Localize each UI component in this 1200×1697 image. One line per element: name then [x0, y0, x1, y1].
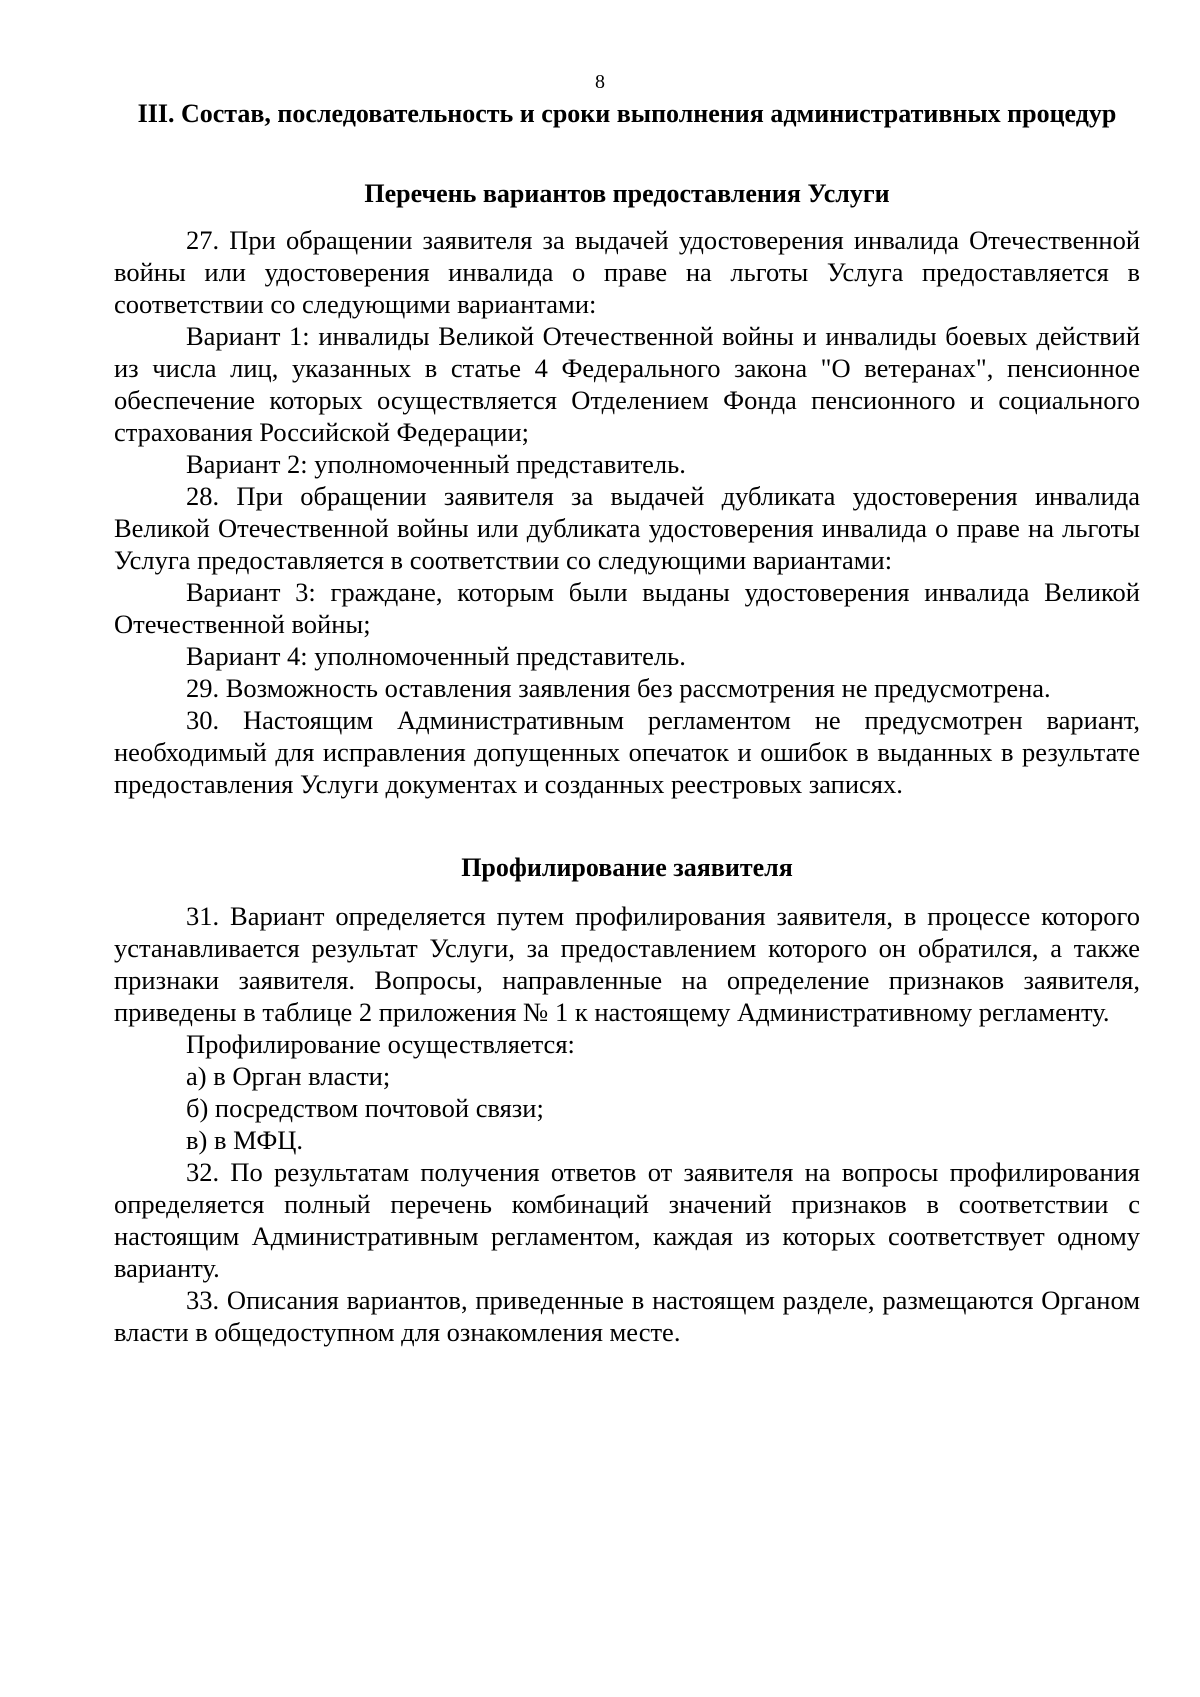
list-item: б) посредством почтовой связи;: [186, 1093, 544, 1123]
list-item: а) в Орган власти;: [186, 1061, 391, 1091]
paragraph: 27. При обращении заявителя за выдачей удостоверения инвалида Отечественной войны или удостоверения инвалида о праве на льготы Услуга предоставляется в соответствии со следующими вариантами:: [114, 225, 1140, 319]
paragraph: 29. Возможность оставления заявления без рассмотрения не предусмотрена.: [186, 673, 1051, 703]
paragraph: 33. Описания вариантов, приведенные в настоящем разделе, размещаются Органом власти в общедоступном для ознакомления месте.: [114, 1285, 1140, 1347]
document-body: [114, 98, 1140, 1348]
paragraph: 32. По результатам получения ответов от заявителя на вопросы профилирования определяется полный перечень комбинаций значений признаков в соответствии с настоящим Административным регламентом, каждая из которых соответствует одному варианту.: [114, 1157, 1140, 1283]
paragraph: Вариант 2: уполномоченный представитель.: [186, 449, 686, 479]
chapter-title: III. Состав, последовательность и сроки выполнения административных процедур: [137, 99, 1117, 128]
list-item: в) в МФЦ.: [186, 1125, 304, 1155]
section-variants: [114, 224, 1140, 800]
section-title-profiling: Профилирование заявителя: [461, 853, 793, 882]
paragraph: Вариант 1: инвалиды Великой Отечественной войны и инвалиды боевых действий из числа лиц, указанных в статье 4 Федерального закона "О ветеранах", пенсионное обеспечение которых осуществляется Отделением Фонда пенсионного и социального страхования Российской Федерации;: [114, 321, 1140, 447]
paragraph: Вариант 3: граждане, которым были выданы удостоверения инвалида Великой Отечественной войны;: [114, 577, 1140, 639]
section-profiling: [114, 900, 1140, 1348]
paragraph: 28. При обращении заявителя за выдачей дубликата удостоверения инвалида Великой Отечественной войны или дубликата удостоверения инвалида о праве на льготы Услуга предоставляется в соответствии со следующими вариантами:: [114, 481, 1140, 575]
paragraph: 31. Вариант определяется путем профилирования заявителя, в процессе которого устанавливается результат Услуги, за предоставлением которого он обратился, а также признаки заявителя. Вопросы, направленные на определение признаков заявителя, приведены в таблице 2 приложения № 1 к настоящему Административному регламенту.: [114, 901, 1140, 1027]
paragraph: Вариант 4: уполномоченный представитель.: [186, 641, 686, 671]
page-number: 8: [595, 71, 605, 93]
section-title-variants: Перечень вариантов предоставления Услуги: [364, 179, 890, 208]
paragraph: 30. Настоящим Административным регламентом не предусмотрен вариант, необходимый для исправления допущенных опечаток и ошибок в выданных в результате предоставления Услуги документах и созданных реестровых записях.: [114, 705, 1140, 799]
paragraph: Профилирование осуществляется:: [186, 1029, 575, 1059]
